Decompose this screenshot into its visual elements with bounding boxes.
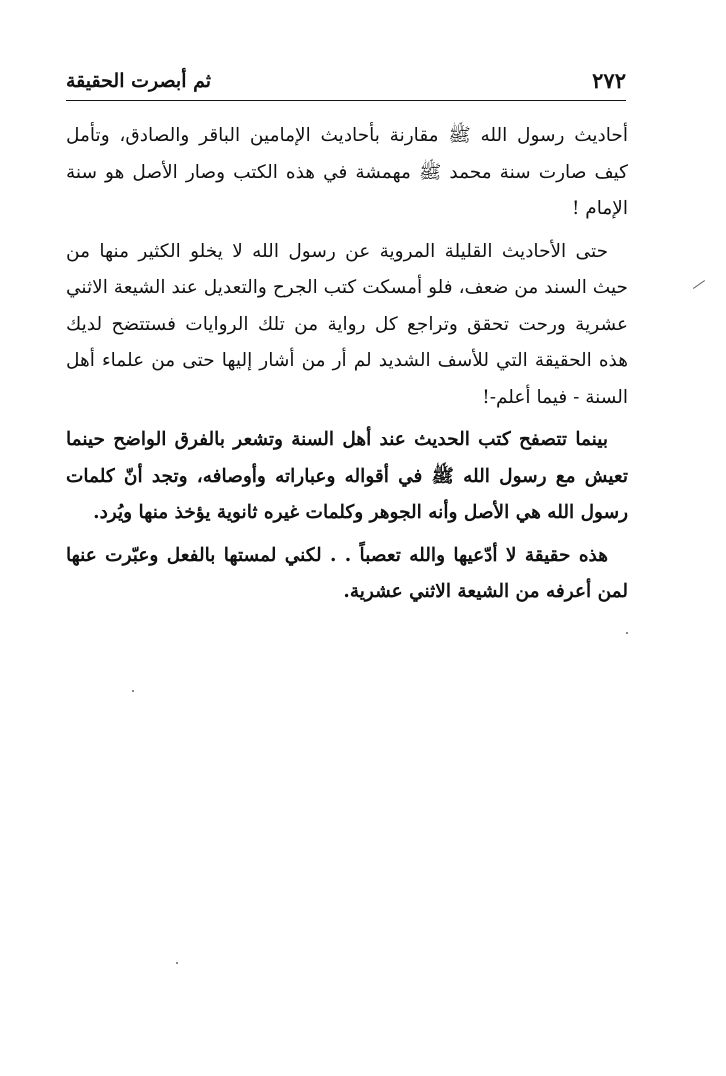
scan-speck <box>176 962 178 964</box>
running-header <box>66 66 626 101</box>
margin-scan-mark <box>693 280 705 289</box>
paragraph-2: حتى الأحاديث القليلة المروية عن رسول الله لا يخلو الكثير منها من حيث السند من ضعف، فلو أمسكت كتب الجرح والتعديل عند الشيعة الاثني عشرية ورحت تحقق وتراجع كل رواية من تلك الروايات فستتضح لديك هذه الحقيقة التي للأسف الشديد لم أر من أشار إليها حتى من علماء أهل السنة - فيما أعلم-! <box>66 240 628 408</box>
body-text <box>66 118 628 617</box>
scan-speck <box>626 632 628 634</box>
paragraph-1: أحاديث رسول الله ﷺ مقارنة بأحاديث الإمامين الباقر والصادق، وتأمل كيف صارت سنة محمد ﷺ مهمشة في هذه الكتب وصار الأصل هو سنة الإمام ! <box>66 125 628 219</box>
header-title: ثم أبصرت الحقيقة <box>66 70 212 92</box>
paragraph-4: هذه حقيقة لا أدّعيها والله تعصباً . . لكني لمستها بالفعل وعبّرت عنها لمن أعرفه من الشيعة الاثني عشرية. <box>66 544 628 602</box>
paragraph-3: بينما تتصفح كتب الحديث عند أهل السنة وتشعر بالفرق الواضح حينما تعيش مع رسول الله ﷺ في أقواله وعباراته وأوصافه، وتجد أنّ كلمات رسول الله هي الأصل وأنه الجوهر وكلمات غيره ثانوية يؤخذ منها ويُرد. <box>66 429 628 523</box>
scan-speck <box>132 690 134 692</box>
page-number: ٢٧٢ <box>592 68 626 93</box>
